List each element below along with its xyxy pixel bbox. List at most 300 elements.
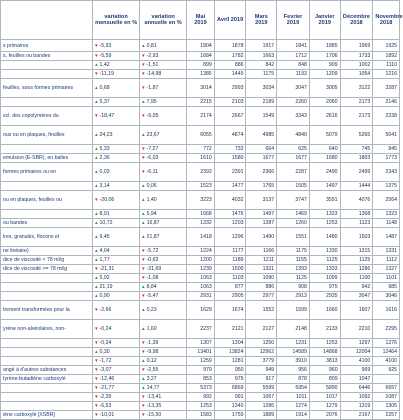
row-label bbox=[1, 339, 93, 348]
month-4-cell: 1393 bbox=[277, 265, 310, 274]
month-2-cell: 1281 bbox=[214, 357, 246, 366]
variation-value: 8,84 bbox=[146, 284, 157, 290]
variation-value: -13,41 bbox=[146, 394, 162, 400]
variation-mensuelle-cell bbox=[93, 301, 140, 320]
month-2-cell: 4032 bbox=[214, 191, 246, 210]
month-3-cell: 1549 bbox=[246, 107, 277, 126]
month-3-cell: 1663 bbox=[246, 52, 277, 61]
month-2-cell: 2993 bbox=[214, 79, 246, 98]
variation-annuelle-cell bbox=[140, 154, 187, 163]
table-row bbox=[1, 182, 400, 191]
month-3-cell: 2127 bbox=[246, 320, 277, 339]
table-row bbox=[1, 154, 400, 163]
month-2-cell: 877 bbox=[214, 283, 246, 292]
variation-value: -0,24 bbox=[99, 326, 112, 332]
variation-value: 0,03 bbox=[99, 169, 110, 175]
month-1-cell: 1200 bbox=[187, 256, 215, 265]
row-label: tyrène-butadiène carboxylé bbox=[1, 375, 93, 384]
month-5-cell: 2490 bbox=[309, 163, 340, 182]
month-7-cell: 2238 bbox=[373, 107, 400, 126]
variation-value: -1,87 bbox=[146, 85, 159, 91]
variation-value: 5,94 bbox=[146, 211, 157, 217]
header-month-2: Avril 2019 bbox=[214, 1, 246, 40]
row-label bbox=[1, 384, 93, 393]
month-4-cell: 1914 bbox=[277, 411, 310, 420]
month-1-cell: 2931 bbox=[187, 292, 215, 301]
row-label: angé à d'autres substances bbox=[1, 366, 93, 375]
month-5-cell: 5079 bbox=[309, 126, 340, 145]
variation-annuelle-cell bbox=[140, 210, 187, 219]
month-7-cell: 1110 bbox=[373, 61, 400, 70]
month-2-cell: 1759 bbox=[214, 411, 246, 420]
month-1-cell: 1063 bbox=[187, 274, 215, 283]
month-7-cell: 12464 bbox=[373, 348, 400, 357]
month-3-cell: 3779 bbox=[246, 357, 277, 366]
month-1-cell: 1804 bbox=[187, 40, 215, 52]
header-month-7: Novembre 2018 bbox=[373, 1, 400, 40]
month-6-cell: 2499 bbox=[340, 163, 373, 182]
month-4-cell: 1274 bbox=[277, 402, 310, 411]
variation-value: 14,77 bbox=[146, 385, 160, 391]
month-2-cell: 2667 bbox=[214, 107, 246, 126]
month-3-cell: 1067 bbox=[246, 393, 277, 402]
month-4-cell: 1599 bbox=[277, 301, 310, 320]
month-7-cell: 1616 bbox=[373, 301, 400, 320]
month-3-cell: 1166 bbox=[246, 247, 277, 256]
table-row bbox=[1, 163, 400, 182]
month-4-cell: 3747 bbox=[277, 191, 310, 210]
month-6-cell: 3047 bbox=[340, 292, 373, 301]
variation-value: -31,69 bbox=[146, 266, 162, 272]
row-label bbox=[1, 61, 93, 70]
month-5-cell: 1017 bbox=[309, 393, 340, 402]
header-variation-mensuelle: variation mensuelle en % bbox=[93, 1, 140, 40]
variation-value: 23,67 bbox=[146, 132, 160, 138]
month-4-cell: 1193 bbox=[277, 70, 310, 79]
month-5-cell: 1660 bbox=[309, 301, 340, 320]
variation-annuelle-cell bbox=[140, 145, 187, 154]
month-2-cell: 1477 bbox=[214, 182, 246, 191]
variation-value: 1,42 bbox=[99, 62, 110, 68]
variation-value: -2,39 bbox=[99, 394, 112, 400]
variation-value: 5,92 bbox=[99, 275, 110, 281]
month-6-cell: 942 bbox=[340, 283, 373, 292]
month-5-cell: 1323 bbox=[309, 210, 340, 219]
variation-annuelle-cell bbox=[140, 52, 187, 61]
variation-value: -5,72 bbox=[146, 248, 159, 254]
month-5-cell: 1209 bbox=[309, 70, 340, 79]
month-7-cell: 5041 bbox=[373, 126, 400, 145]
month-2-cell: 1878 bbox=[214, 40, 246, 52]
variation-annuelle-cell bbox=[140, 384, 187, 393]
month-1-cell: 899 bbox=[187, 61, 215, 70]
month-1-cell: 6055 bbox=[187, 126, 215, 145]
table-row bbox=[1, 384, 400, 393]
month-7-cell: 1087 bbox=[373, 393, 400, 402]
month-1-cell: 772 bbox=[187, 145, 215, 154]
month-1-cell: 1610 bbox=[187, 154, 215, 163]
month-7-cell: 845 bbox=[373, 145, 400, 154]
variation-mensuelle-cell bbox=[93, 265, 140, 274]
month-6-cell: 1319 bbox=[340, 402, 373, 411]
month-7-cell: 3287 bbox=[373, 79, 400, 98]
month-6-cell: 1503 bbox=[340, 228, 373, 247]
month-2-cell: 2103 bbox=[214, 98, 246, 107]
variation-value: -12,46 bbox=[99, 376, 115, 382]
month-1-cell: 2215 bbox=[187, 98, 215, 107]
month-1-cell: 1668 bbox=[187, 210, 215, 219]
month-1-cell: 2392 bbox=[187, 163, 215, 182]
month-7-cell: 1925 bbox=[373, 40, 400, 52]
variation-mensuelle-cell bbox=[93, 219, 140, 228]
variation-value: -10,01 bbox=[99, 412, 115, 418]
variation-mensuelle-cell bbox=[93, 210, 140, 219]
month-7-cell: 2564 bbox=[373, 191, 400, 210]
row-label: trement transformées pour la bbox=[1, 301, 93, 320]
variation-mensuelle-cell bbox=[93, 320, 140, 339]
variation-value: 5,33 bbox=[99, 146, 110, 152]
month-6-cell: 969 bbox=[340, 366, 373, 375]
table-row bbox=[1, 366, 400, 375]
month-7-cell: 985 bbox=[373, 283, 400, 292]
month-2-cell: 2391 bbox=[214, 163, 246, 182]
variation-mensuelle-cell bbox=[93, 274, 140, 283]
month-3-cell: 842 bbox=[246, 61, 277, 70]
month-3-cell: 1211 bbox=[246, 256, 277, 265]
month-7-cell: 1148 bbox=[373, 219, 400, 228]
month-7-cell: 6657 bbox=[373, 384, 400, 393]
variation-value: -6,11 bbox=[146, 169, 159, 175]
month-6-cell: 1092 bbox=[340, 393, 373, 402]
table-row bbox=[1, 411, 400, 420]
variation-mensuelle-cell bbox=[93, 402, 140, 411]
month-6-cell: 1125 bbox=[340, 256, 373, 265]
variation-annuelle-cell bbox=[140, 274, 187, 283]
month-7-cell: 4100 bbox=[373, 357, 400, 366]
month-5-cell: 3005 bbox=[309, 79, 340, 98]
month-5-cell: 809 bbox=[309, 375, 340, 384]
variation-annuelle-cell bbox=[140, 411, 187, 420]
month-6-cell: 1297 bbox=[340, 339, 373, 348]
table-row bbox=[1, 301, 400, 320]
variation-value: 9,45 bbox=[99, 234, 110, 240]
variation-mensuelle-cell bbox=[93, 61, 140, 70]
table-row bbox=[1, 107, 400, 126]
month-6-cell: 1286 bbox=[340, 265, 373, 274]
variation-value: -6,53 bbox=[99, 403, 112, 409]
month-4-cell: 1841 bbox=[277, 40, 310, 52]
variation-value: -7,27 bbox=[146, 146, 159, 152]
variation-annuelle-cell bbox=[140, 357, 187, 366]
variation-value: 0,90 bbox=[99, 293, 110, 299]
month-2-cell: 1500 bbox=[214, 265, 246, 274]
row-label: ou en plaques, feuilles ou bbox=[1, 191, 93, 210]
month-4-cell: 1125 bbox=[277, 274, 310, 283]
month-6-cell: 1054 bbox=[340, 70, 373, 79]
month-6-cell: 2210 bbox=[340, 320, 373, 339]
variation-mensuelle-cell bbox=[93, 339, 140, 348]
row-label bbox=[1, 182, 93, 191]
table-row bbox=[1, 40, 400, 52]
row-label: xcl. des copolymères du bbox=[1, 107, 93, 126]
month-6-cell: 1607 bbox=[340, 301, 373, 320]
month-6-cell: 1733 bbox=[340, 52, 373, 61]
variation-annuelle-cell bbox=[140, 40, 187, 52]
month-6-cell: 2167 bbox=[340, 411, 373, 420]
variation-annuelle-cell bbox=[140, 126, 187, 145]
month-3-cell: 1552 bbox=[246, 301, 277, 320]
table-row bbox=[1, 320, 400, 339]
variation-value: 0,06 bbox=[146, 183, 157, 189]
month-2-cell: 1782 bbox=[214, 52, 246, 61]
header-month-3: Mars 2019 bbox=[246, 1, 277, 40]
month-2-cell: 2905 bbox=[214, 292, 246, 301]
month-6-cell: 1969 bbox=[340, 40, 373, 52]
month-4-cell: 1551 bbox=[277, 228, 310, 247]
month-7-cell: 1375 bbox=[373, 182, 400, 191]
variation-value: -0,24 bbox=[99, 340, 112, 346]
variation-value: 21,19 bbox=[99, 284, 113, 290]
table-row bbox=[1, 256, 400, 265]
table-row bbox=[1, 228, 400, 247]
month-2-cell: 6869 bbox=[214, 384, 246, 393]
variation-value: 0,81 bbox=[146, 42, 157, 49]
variation-mensuelle-cell bbox=[93, 191, 140, 210]
month-5-cell: 3813 bbox=[309, 357, 340, 366]
month-4-cell: 1260 bbox=[277, 219, 310, 228]
month-1-cell: 2237 bbox=[187, 320, 215, 339]
variation-value: 1,77 bbox=[99, 257, 110, 263]
month-3-cell: 1090 bbox=[246, 274, 277, 283]
month-4-cell: 625 bbox=[277, 145, 310, 154]
table-row bbox=[1, 402, 400, 411]
row-label bbox=[1, 98, 93, 107]
variation-annuelle-cell bbox=[140, 348, 187, 357]
month-7-cell: 1216 bbox=[373, 70, 400, 79]
row-label bbox=[1, 357, 93, 366]
month-4-cell: 1155 bbox=[277, 256, 310, 265]
variation-value: 4,04 bbox=[99, 248, 110, 254]
row-label: s, feuilles ou bandes bbox=[1, 52, 93, 61]
variation-annuelle-cell bbox=[140, 182, 187, 191]
month-2-cell: 950 bbox=[214, 366, 246, 375]
variation-value: -21,31 bbox=[99, 266, 115, 272]
month-2-cell: 13824 bbox=[214, 348, 246, 357]
variation-mensuelle-cell bbox=[93, 228, 140, 247]
variation-value: -9,98 bbox=[146, 349, 159, 355]
month-7-cell: 1773 bbox=[373, 154, 400, 163]
variation-annuelle-cell bbox=[140, 256, 187, 265]
variation-mensuelle-cell bbox=[93, 411, 140, 420]
variation-annuelle-cell bbox=[140, 163, 187, 182]
month-6-cell: 1315 bbox=[340, 247, 373, 256]
month-3-cell: 1765 bbox=[246, 182, 277, 191]
month-7-cell: 2343 bbox=[373, 163, 400, 182]
month-3-cell: 2189 bbox=[246, 98, 277, 107]
month-4-cell: 4840 bbox=[277, 126, 310, 145]
month-5-cell: 1680 bbox=[309, 154, 340, 163]
month-3-cell: 1286 bbox=[246, 402, 277, 411]
variation-value: -5,47 bbox=[146, 293, 159, 299]
row-label: iène carboxylé [XSBR] bbox=[1, 411, 93, 420]
variation-annuelle-cell bbox=[140, 219, 187, 228]
month-4-cell: 2148 bbox=[277, 320, 310, 339]
month-1-cell: 1307 bbox=[187, 339, 215, 348]
variation-mensuelle-cell bbox=[93, 79, 140, 98]
table-row bbox=[1, 247, 400, 256]
month-2-cell: 1189 bbox=[214, 256, 246, 265]
header-label bbox=[1, 1, 93, 40]
month-7-cell: 925 bbox=[373, 366, 400, 375]
table-row bbox=[1, 210, 400, 219]
variation-value: -1,72 bbox=[99, 358, 112, 364]
month-3-cell: 5599 bbox=[246, 384, 277, 393]
month-6-cell: 4076 bbox=[340, 191, 373, 210]
month-5-cell: 2060 bbox=[309, 98, 340, 107]
month-7-cell: 1327 bbox=[373, 265, 400, 274]
variation-mensuelle-cell bbox=[93, 182, 140, 191]
month-3-cell: 1490 bbox=[246, 228, 277, 247]
variation-mensuelle-cell bbox=[93, 256, 140, 265]
table-row bbox=[1, 357, 400, 366]
row-label: formes primaires ou en bbox=[1, 163, 93, 182]
row-label: ous ou en plaques, feuilles bbox=[1, 126, 93, 145]
month-7-cell: 2146 bbox=[373, 98, 400, 107]
month-6-cell: 745 bbox=[340, 145, 373, 154]
variation-mensuelle-cell bbox=[93, 40, 140, 52]
variation-annuelle-cell bbox=[140, 402, 187, 411]
month-7-cell: 3046 bbox=[373, 292, 400, 301]
variation-value: -5,59 bbox=[99, 53, 112, 59]
month-1-cell: 979 bbox=[187, 366, 215, 375]
month-2-cell: 1304 bbox=[214, 339, 246, 348]
month-6-cell: 1047 bbox=[340, 375, 373, 384]
month-6-cell: 1803 bbox=[340, 154, 373, 163]
month-3-cell: 886 bbox=[246, 283, 277, 292]
month-7-cell: 1101 bbox=[373, 274, 400, 283]
month-2-cell: 1476 bbox=[214, 210, 246, 219]
variation-value: 21,87 bbox=[146, 234, 160, 240]
month-4-cell: 1011 bbox=[277, 393, 310, 402]
month-7-cell: 1892 bbox=[373, 52, 400, 61]
month-7-cell bbox=[373, 375, 400, 384]
variation-mensuelle-cell bbox=[93, 163, 140, 182]
month-2-cell: 1674 bbox=[214, 301, 246, 320]
variation-value: 3,27 bbox=[146, 376, 157, 382]
row-label: emulsion (E-SBR), en balles bbox=[1, 154, 93, 163]
month-2-cell: 1296 bbox=[214, 228, 246, 247]
row-label bbox=[1, 210, 93, 219]
row-label bbox=[1, 274, 93, 283]
variation-value: 2,36 bbox=[99, 155, 110, 161]
table-row bbox=[1, 191, 400, 210]
table-row bbox=[1, 348, 400, 357]
header-variation-annuelle: variation annuelle en % bbox=[140, 1, 187, 40]
month-5-cell: 2133 bbox=[309, 320, 340, 339]
month-2-cell: 1580 bbox=[214, 154, 246, 163]
table-row bbox=[1, 219, 400, 228]
variation-annuelle-cell bbox=[140, 393, 187, 402]
variation-annuelle-cell bbox=[140, 366, 187, 375]
month-6-cell: 1444 bbox=[340, 182, 373, 191]
month-4-cell: 2260 bbox=[277, 98, 310, 107]
month-4-cell: 1469 bbox=[277, 210, 310, 219]
variation-mensuelle-cell bbox=[93, 375, 140, 384]
table-row bbox=[1, 393, 400, 402]
table-row bbox=[1, 292, 400, 301]
variation-mensuelle-cell bbox=[93, 126, 140, 145]
month-5-cell: 14868 bbox=[309, 348, 340, 357]
variation-value: 8,91 bbox=[99, 211, 110, 217]
month-2-cell: 4874 bbox=[214, 126, 246, 145]
month-3-cell: 1287 bbox=[246, 219, 277, 228]
month-7-cell: 1112 bbox=[373, 256, 400, 265]
variation-mensuelle-cell bbox=[93, 107, 140, 126]
variation-value: 7,95 bbox=[146, 99, 157, 105]
month-6-cell: 12004 bbox=[340, 348, 373, 357]
month-6-cell: 6446 bbox=[340, 384, 373, 393]
variation-mensuelle-cell bbox=[93, 384, 140, 393]
month-4-cell: 1677 bbox=[277, 154, 310, 163]
header-month-6: Décembre 2018 bbox=[340, 1, 373, 40]
variation-value: -0,63 bbox=[146, 257, 159, 263]
table-row bbox=[1, 375, 400, 384]
variation-annuelle-cell bbox=[140, 339, 187, 348]
month-7-cell: 1305 bbox=[373, 402, 400, 411]
variation-value: -11,19 bbox=[99, 71, 114, 77]
row-label bbox=[1, 393, 93, 402]
month-5-cell: 975 bbox=[309, 283, 340, 292]
month-5-cell: 1480 bbox=[309, 228, 340, 247]
table-row bbox=[1, 98, 400, 107]
month-7-cell: 1276 bbox=[373, 339, 400, 348]
variation-value: -1,08 bbox=[146, 275, 159, 281]
month-7-cell: 2295 bbox=[373, 320, 400, 339]
month-1-cell: 1259 bbox=[187, 357, 215, 366]
month-5-cell: 3591 bbox=[309, 191, 340, 210]
month-3-cell: 2977 bbox=[246, 292, 277, 301]
month-5-cell: 1099 bbox=[309, 274, 340, 283]
month-2-cell: 1445 bbox=[214, 70, 246, 79]
month-4-cell: 14589 bbox=[277, 348, 310, 357]
month-4-cell: 848 bbox=[277, 61, 310, 70]
month-1-cell: 3014 bbox=[187, 79, 215, 98]
month-4-cell: 1505 bbox=[277, 182, 310, 191]
variation-annuelle-cell bbox=[140, 228, 187, 247]
month-5-cell: 1279 bbox=[309, 402, 340, 411]
variation-value: 16,87 bbox=[146, 220, 160, 226]
variation-mensuelle-cell bbox=[93, 283, 140, 292]
month-1-cell: 1418 bbox=[187, 228, 215, 247]
month-3-cell: 2366 bbox=[246, 163, 277, 182]
table-row bbox=[1, 339, 400, 348]
month-1-cell: 1239 bbox=[187, 265, 215, 274]
row-label bbox=[1, 283, 93, 292]
month-1-cell: 1583 bbox=[187, 411, 215, 420]
variation-mensuelle-cell bbox=[93, 52, 140, 61]
month-2-cell: 975 bbox=[214, 375, 246, 384]
month-7-cell: 1331 bbox=[373, 247, 400, 256]
month-3-cell: 3137 bbox=[246, 191, 277, 210]
variation-mensuelle-cell bbox=[93, 145, 140, 154]
variation-mensuelle-cell bbox=[93, 70, 140, 79]
variation-mensuelle-cell bbox=[93, 348, 140, 357]
month-5-cell: 1253 bbox=[309, 339, 340, 348]
month-7-cell: 1323 bbox=[373, 210, 400, 219]
month-3-cell: 1321 bbox=[246, 265, 277, 274]
month-1-cell: 992 bbox=[187, 393, 215, 402]
month-1-cell: 5373 bbox=[187, 384, 215, 393]
